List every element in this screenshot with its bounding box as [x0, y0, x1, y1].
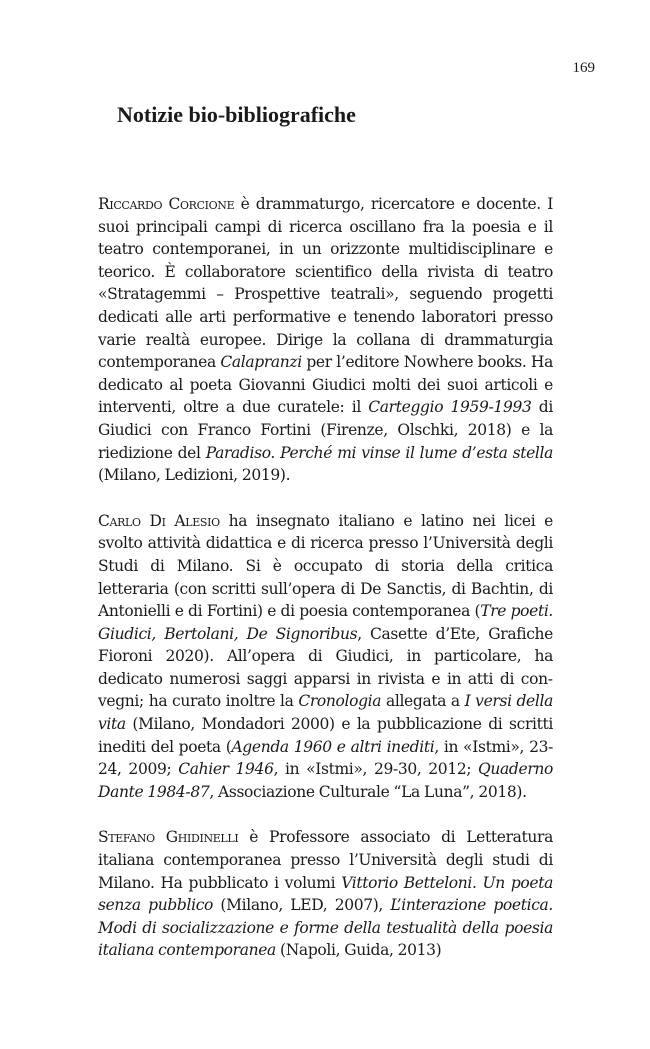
bio-text: è Professore associato di Letteratura italiana contemporanea presso l’Università degli studi di Milano. Ha pubblicato i volumi — [98, 828, 553, 892]
work-title: Paradiso. Perché mi vinse il lume d’esta stella — [205, 443, 554, 462]
bio-text: di Giudici con Franco Fortini (Firenze, Olschki, 2018) e la riedizione del — [98, 398, 553, 462]
bio-entry — [98, 510, 553, 804]
bio-text: (Milano, LED, 2007), — [213, 896, 391, 915]
bio-text: , Associazione Culturale “La Luna”, 2018). — [209, 782, 527, 801]
bio-text: ha insegnato italiano e latino nei licei e svolto attività didattica e di ricerca presso l’Università degli Studi di Milano. Si è occupato di storia della critica letteraria (con scritti sull’opera di De Sanctis, di Bachtin, di Antonielli e di Fortini) e di poesia contemporanea ( — [98, 511, 553, 621]
author-name: Carlo Di Alesio — [98, 511, 220, 530]
bio-text: , Casette d’Ete, Grafiche Fioroni 2020). All’opera di Giudici, in particolare, ha dedicato numerosi saggi apparsi in rivista e in atti di convegni; ha curato inoltre la — [98, 624, 554, 711]
page-title: Notizie bio-bibliografiche — [117, 102, 356, 127]
bio-text: (Napoli, Guida, 2013) — [275, 941, 442, 960]
work-title: Calapranzi — [220, 353, 302, 372]
author-name: Riccardo Corcione — [98, 195, 235, 213]
work-title: I versi della vita — [98, 692, 553, 734]
bio-text: allegata a — [381, 692, 465, 711]
bio-entry — [98, 193, 553, 487]
work-title: Quaderno Dante 1984-87 — [98, 760, 553, 801]
work-title: Cahier 1946 — [178, 760, 274, 779]
bio-text: , in «Istmi», 29-30, 2012; — [273, 760, 479, 779]
bio-entry — [98, 826, 553, 962]
work-title: Tre poeti. Giudici, Bertolani, De Signoribus — [98, 602, 554, 643]
page-number: 169 — [572, 60, 595, 76]
work-title: L’interazione poetica. Modi di socializzazione e forme della testualità della poesia italiana contemporanea — [98, 896, 554, 960]
author-name: Stefano Ghidinelli — [98, 828, 239, 847]
work-title: Carteggio 1959-1993 — [368, 398, 532, 417]
bio-entries — [98, 193, 553, 985]
work-title: Agenda 1960 e altri inediti — [231, 737, 435, 756]
work-title: Cronologia — [298, 692, 382, 711]
bio-text: (Milano, Ledizioni, 2019). — [98, 466, 291, 485]
bio-text: per l’editore Nowhere books. Ha dedicato al poeta Giovanni Giudici molti dei suoi articoli e interventi, oltre a due curatele: il — [98, 353, 553, 417]
bio-text: è drammaturgo, ricercatore e docente. I suoi principali campi di ricerca oscillano fra la poesia e il teatro contemporanei, in un orizzonte multidisciplinare e teorico. È collaboratore scientifico della rivista di teatro «Stratagemmi – Prospettive teatrali», seguendo progetti dedicati alle arti performative e tenendo laboratori presso varie realtà europee. Dirige la collana di drammaturgia contemporanea — [98, 195, 553, 372]
bio-text: , in «Istmi», 23-24, 2009; — [98, 737, 553, 779]
bio-text: (Milano, Mondadori 2000) e la pubblicazione di scritti inediti del poeta ( — [98, 715, 553, 756]
work-title: Vittorio Betteloni. Un poeta senza pubblico — [98, 873, 554, 915]
